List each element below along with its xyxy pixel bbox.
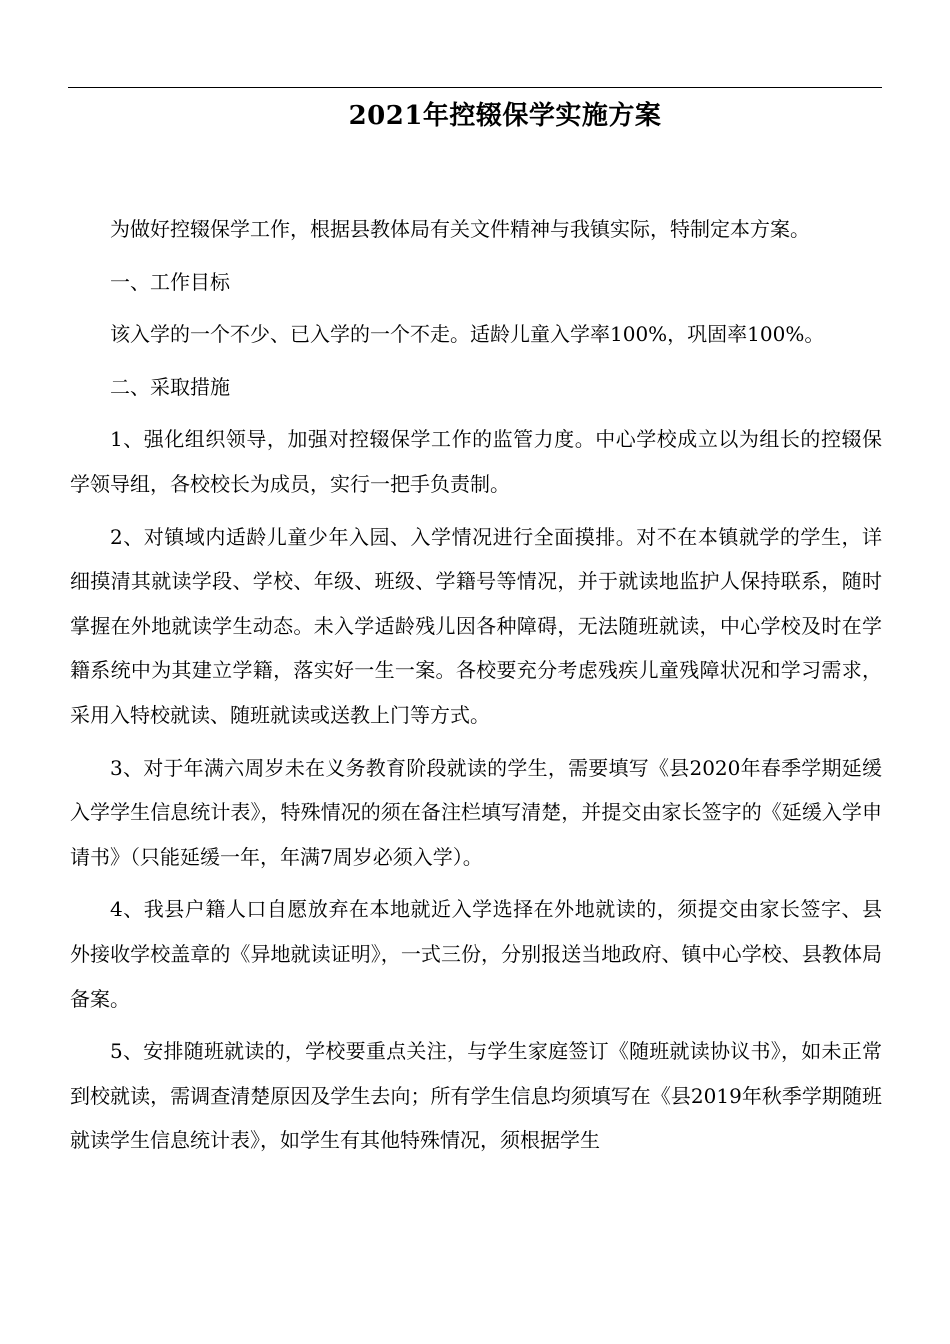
paragraph-goals: 该入学的一个不少、已入学的一个不走。适龄儿童入学率100%，巩固率100%。	[110, 322, 825, 347]
paragraph-intro: 为做好控辍保学工作，根据县教体局有关文件精神与我镇实际，特制定本方案。	[110, 217, 810, 241]
heading-measures: 二、采取措施	[110, 374, 230, 399]
header-rule	[68, 87, 882, 88]
heading-work-goals: 一、工作目标	[110, 269, 230, 294]
paragraph-measure-2: 2、对镇域内适龄儿童少年入园、入学情况进行全面摸排。对不在本镇就学的学生，详细摸清其就读学段、学校、年级、班级、学籍号等情况，并于就读地监护人保持联系，随时掌握在外地就读学生动态。未入学适龄残儿因各种障碍，无法随班就读，中心学校及时在学籍系统中为其建立学籍，落实好一生一案。各校要充分考虑残疾儿童残障状况和学习需求，采用入特校就读、随班就读或送教上门等方式。	[70, 524, 882, 727]
document-body	[70, 207, 882, 1171]
document-title: 2021年控辍保学实施方案	[348, 101, 662, 131]
paragraph-measure-1: 1、强化组织领导，加强对控辍保学工作的监管力度。中心学校成立以为组长的控辍保学领导组，各校校长为成员，实行一把手负责制。	[70, 427, 882, 496]
paragraph-measure-4: 4、我县户籍人口自愿放弃在本地就近入学选择在外地就读的，须提交由家长签字、县外接收学校盖章的《异地就读证明》，一式三份，分别报送当地政府、镇中心学校、县教体局备案。	[70, 897, 882, 1011]
paragraph-measure-3: 3、对于年满六周岁未在义务教育阶段就读的学生，需要填写《县2020年春季学期延缓入学学生信息统计表》，特殊情况的须在备注栏填写清楚，并提交由家长签字的《延缓入学申请书》（只能延缓一年，年满7周岁必须入学）。	[70, 755, 882, 869]
paragraph-measure-5: 5、安排随班就读的，学校要重点关注，与学生家庭签订《随班就读协议书》，如未正常到校就读，需调查清楚原因及学生去向；所有学生信息均须填写在《县2019年秋季学期随班就读学生信息统计表》，如学生有其他特殊情况，须根据学生	[70, 1039, 882, 1153]
